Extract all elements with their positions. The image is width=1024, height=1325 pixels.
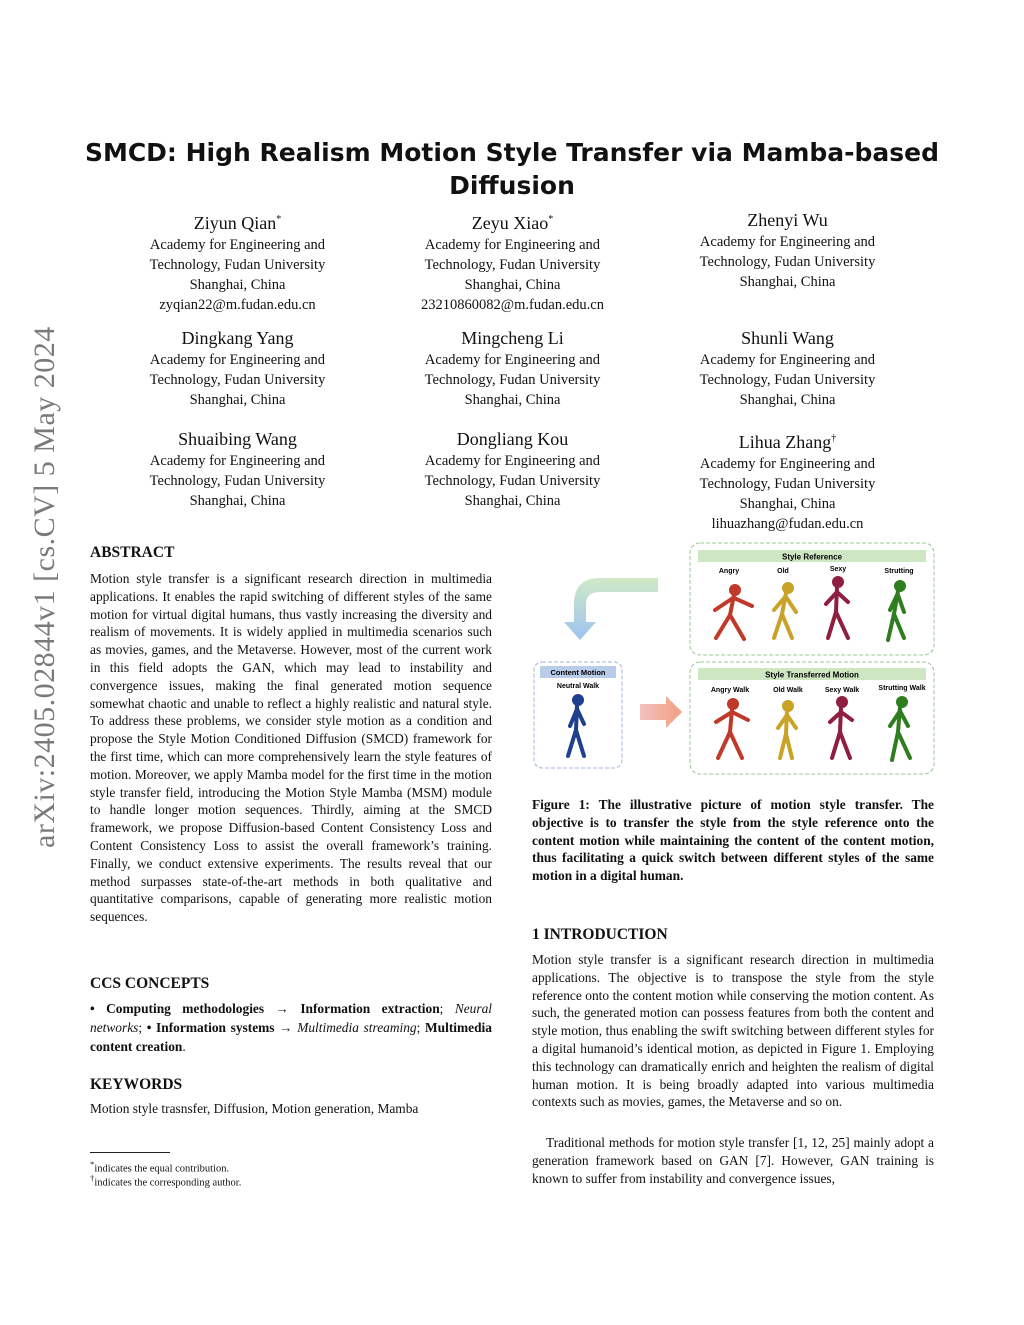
author-affiliation-line-2: Technology, Fudan University [699,372,876,388]
walk-label-strutting: Strutting Walk [878,685,926,692]
author-5 [650,326,925,410]
author-footnote-mark: * [548,214,554,225]
right-arrow-icon [640,696,682,728]
author-8 [650,427,925,534]
author-4 [375,326,650,410]
figure-1 [530,540,940,780]
author-location: Shanghai, China [464,392,561,408]
author-1 [375,208,650,315]
walk-label-old: Old Walk [773,687,803,694]
arxiv-identifier: arXiv:2405.02844v1 [cs.CV] 5 May 2024 [28,326,61,848]
author-location: Shanghai, China [464,277,561,293]
author-affiliation-line-2: Technology, Fudan University [424,372,601,388]
paper-title: SMCD: High Realism Motion Style Transfer via Mamba-based Diffusion [84,138,940,200]
ccs-concept-6: Multimedia content creation [90,1020,492,1054]
author-location: Shanghai, China [739,392,836,408]
ccs-concept-1: • Computing methodologies [90,1001,265,1016]
style-label-strutting: Strutting [884,568,914,575]
style-reference-label: Style Reference [781,552,843,562]
author-footnote-mark: * [276,214,282,225]
ccs-concept-5: Multimedia streaming [297,1020,417,1035]
ccs-concept-2: Information extraction [300,1001,440,1016]
author-name: Dingkang Yang [181,328,294,348]
author-affiliation-line-1: Academy for Engineering and [424,352,601,368]
author-affiliation-line-2: Technology, Fudan University [424,257,601,273]
footnote-text-1: indicates the equal contribution. [94,1163,230,1175]
author-name: Zeyu Xiao [471,213,549,233]
author-name: Lihua Zhang [738,432,832,452]
author-name: Dongliang Kou [456,429,569,449]
ccs-concept-3: Neural networks [90,1001,493,1035]
author-email[interactable]: zyqian22@m.fudan.edu.cn [159,297,316,313]
keywords-heading: KEYWORDS [90,1076,183,1093]
content-motion-label: Content Motion [550,668,606,677]
transferred-motion-label: Style Transferred Motion [765,670,859,680]
ccs-concept-4: • Information systems [146,1020,275,1035]
abstract-text: Motion style transfer is a significant research direction in multimedia applications. It enables the rapid switching of different styles of the same motion for virtual digital humans, thus vastly increasing the diversity and realism of movements. It is widely applied in multimedia scenarios such as movies, games, and the Metaverse. However, most of the current work in this field adopts the GAN, which may lead to instability and convergence issues, making the final generated motion sequence somewhat chaotic and unable to reflect a highly realistic and natural style. To address these problems, we consider style motion as a condition and propose the Style Motion Conditioned Diffusion (SMCD) framework for the first time, which can more comprehensively learn the style features of motion. Moreover, we apply Mamba model for the first time in the motion style transfer field, introducing the Motion Style Mamba (MSM) module to handle longer motion sequences. Thirdly, aiming at the SMCD framework, we propose Diffusion-based Content Consistency Loss and Content Consistency Loss to assist the overall framework’s training. Finally, we conduct extensive experiments. The results reveal that our method surpasses state-of-the-art methods in both qualitative and quantitative comparisons, capable of generating more realistic motion sequences. [90,571,492,925]
intro-paragraph-2: Traditional methods for motion style transfer [1, 12, 25] mainly adopt a generation framework based on GAN [7]. However, GAN training is known to suffer from instability and convergence issues, [532,1135,934,1186]
author-name: Mingcheng Li [461,328,564,348]
footnote-corresponding [90,1172,241,1190]
ccs-heading: CCS CONCEPTS [90,975,210,992]
author-0 [100,208,375,315]
author-affiliation-line-1: Academy for Engineering and [699,234,876,250]
author-location: Shanghai, China [739,274,836,290]
ccs-text [90,999,492,1056]
author-location: Shanghai, China [189,277,286,293]
neutral-walk-label: Neutral Walk [556,683,600,690]
author-location: Shanghai, China [464,493,561,509]
figure-caption: Figure 1: The illustrative picture of motion style transfer. The objective is to transfer the style from the style reference onto the content motion while maintaining the content of the content motion, thus facilitating a quick switch between different styles of the same motion in a digital human. [532,797,934,884]
author-name: Shuaibing Wang [178,429,297,449]
author-name: Zhenyi Wu [747,210,828,230]
author-affiliation-line-2: Technology, Fudan University [149,473,326,489]
author-affiliation-line-2: Technology, Fudan University [149,372,326,388]
author-6 [100,427,375,511]
author-affiliation-line-2: Technology, Fudan University [149,257,326,273]
curved-arrow-icon [564,578,658,640]
author-footnote-mark: † [831,433,837,444]
ccs-arrow-1: → [275,1001,289,1016]
author-name: Shunli Wang [741,328,834,348]
author-location: Shanghai, China [189,392,286,408]
ccs-end: . [182,1039,186,1054]
ccs-arrow-2: → [279,1020,293,1035]
author-affiliation-line-1: Academy for Engineering and [149,352,326,368]
author-affiliation-line-1: Academy for Engineering and [424,237,601,253]
figure-1-graphic [530,540,940,780]
author-affiliation-line-1: Academy for Engineering and [149,453,326,469]
author-affiliation-line-1: Academy for Engineering and [699,352,876,368]
walk-label-angry: Angry Walk [710,687,750,694]
footnote-text-2: indicates the corresponding author. [94,1177,242,1189]
intro-paragraph-1: Motion style transfer is a significant research direction in multimedia applications. The objective is to transpose the style from the style reference onto the content motion while conserving the motion content. As such, the generated motion can possess features from both the content and style motion, thus enabling the swift switching between different styles for a digital humanoid’s identical motion, as depicted in Figure 1. Employing this technology can dramatically enrich and heighten the realism of digital human motion. It is being broadly adapted into various multimedia contexts such as movies, games, the Metaverse and so on. [532,952,934,1110]
author-email[interactable]: lihuazhang@fudan.edu.cn [711,516,864,532]
ccs-sep-1: ; [439,1001,444,1016]
style-label-angry: Angry [718,568,740,575]
author-affiliation-line-1: Academy for Engineering and [149,237,326,253]
keywords-text: Motion style trasnsfer, Diffusion, Motion generation, Mamba [90,1101,419,1116]
author-7 [375,427,650,511]
author-location: Shanghai, China [189,493,286,509]
footnote-rule [90,1152,170,1153]
author-location: Shanghai, China [739,496,836,512]
ccs-sep-2: ; [138,1020,143,1035]
author-affiliation-line-1: Academy for Engineering and [424,453,601,469]
walk-label-sexy: Sexy Walk [824,687,860,694]
author-email[interactable]: 23210860082@m.fudan.edu.cn [421,297,604,313]
author-affiliation-line-2: Technology, Fudan University [699,476,876,492]
author-affiliation-line-1: Academy for Engineering and [699,456,876,472]
footnote-mark-2: † [90,1173,95,1183]
style-label-old: Old [777,568,789,575]
author-2 [650,208,925,292]
style-label-sexy: Sexy [829,566,847,573]
author-affiliation-line-2: Technology, Fudan University [424,473,601,489]
ccs-sep-3: ; [416,1020,421,1035]
abstract-heading: ABSTRACT [90,544,175,561]
intro-heading: 1 INTRODUCTION [532,926,668,943]
footnote-mark-1: * [90,1159,95,1169]
author-affiliation-line-2: Technology, Fudan University [699,254,876,270]
author-3 [100,326,375,410]
author-name: Ziyun Qian [193,213,277,233]
